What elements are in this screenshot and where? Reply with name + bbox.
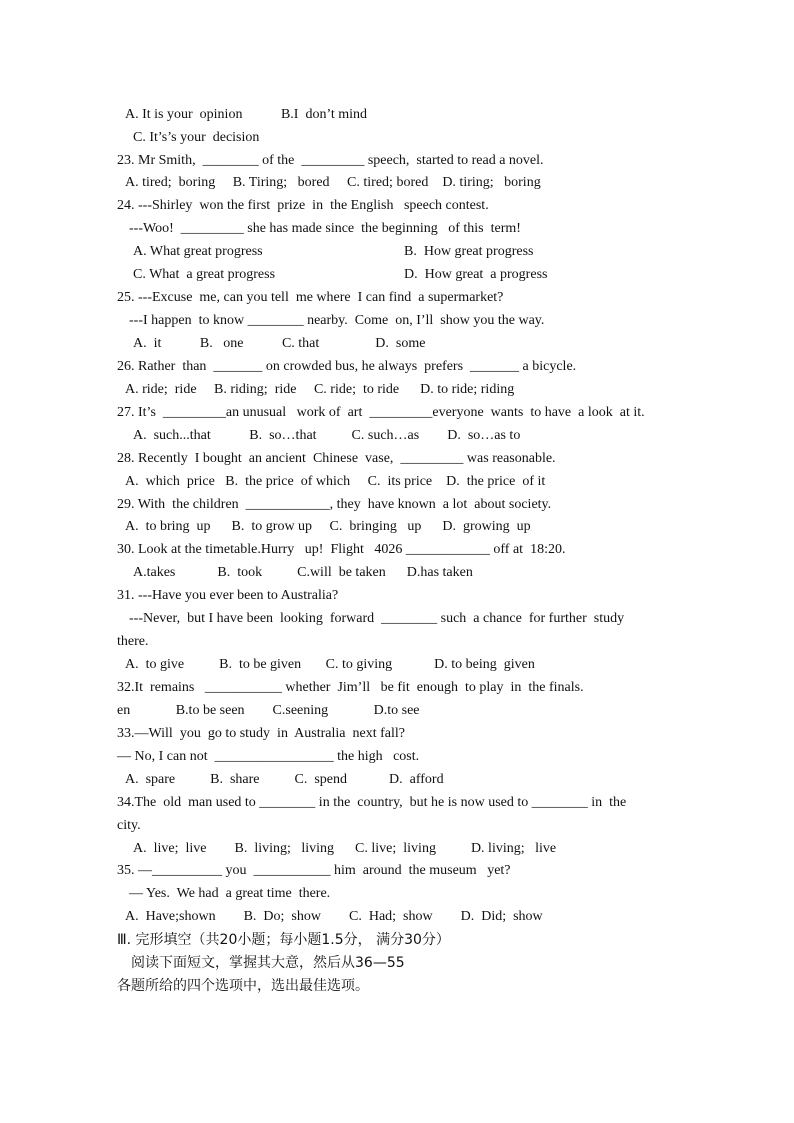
q25-options: A. it B. one C. that D. some <box>133 336 426 351</box>
q24-stem: 24. ---Shirley won the first prize in the English speech contest. <box>117 198 489 213</box>
section-3-instructions-2: 各题所给的四个选项中，选出最佳选项。 <box>117 978 369 994</box>
q34-options: A. live; live B. living; living C. live; living D. living; live <box>133 841 557 856</box>
q26-stem: 26. Rather than _______ on crowded bus, he always prefers _______ a bicycle. <box>117 359 577 374</box>
q24-option-c: C. What a great progress <box>133 267 276 282</box>
q31-dialog: ---Never, but I have been looking forward ________ such a chance for further study <box>129 611 625 626</box>
q35-options: A. Have;shown B. Do; show C. Had; show D. Did; show <box>125 909 543 924</box>
q33-stem: 33.—Will you go to study in Australia next fall? <box>117 726 405 741</box>
q24-option-d: D. How great a progress <box>404 267 548 282</box>
q26-options: A. ride; ride B. riding; ride C. ride; to ride D. to ride; riding <box>125 382 515 397</box>
q33-dialog: — No, I can not _________________ the high cost. <box>117 749 420 764</box>
q31-dialog-cont: there. <box>117 634 149 649</box>
q33-options: A. spare B. share C. spend D. afford <box>125 772 444 787</box>
section-3-instructions-1: 阅读下面短文，掌握其大意，然后从36—55 <box>131 955 405 971</box>
q34-stem: 34.The old man used to ________ in the country, but he is now used to ________ in the <box>117 795 627 810</box>
q27-stem: 27. It’s _________an unusual work of art _________everyone wants to have a look at it. <box>117 405 645 420</box>
q25-dialog: ---I happen to know ________ nearby. Come on, I’ll show you the way. <box>129 313 545 328</box>
q25-stem: 25. ---Excuse me, can you tell me where I can find a supermarket? <box>117 290 504 305</box>
q30-options: A.takes B. took C.will be taken D.has taken <box>133 565 473 580</box>
q35-dialog: — Yes. We had a great time there. <box>129 886 331 901</box>
q30-stem: 30. Look at the timetable.Hurry up! Flight 4026 ____________ off at 18:20. <box>117 542 566 557</box>
q23-stem: 23. Mr Smith, ________ of the _________ speech, started to read a novel. <box>117 153 544 168</box>
q31-options: A. to give B. to be given C. to giving D. to being given <box>125 657 535 672</box>
q34-stem-cont: city. <box>117 818 141 833</box>
q31-stem: 31. ---Have you ever been to Australia? <box>117 588 339 603</box>
q35-stem: 35. —__________ you ___________ him around the museum yet? <box>117 863 511 878</box>
section-3-heading: Ⅲ. 完形填空（共20小题；每小题1.5分， 满分30分） <box>117 932 450 948</box>
q32-options: en B.to be seen C.seening D.to see <box>117 703 420 718</box>
q22-options-line-2: C. It’s’s your decision <box>133 130 260 145</box>
q24-option-b: B. How great progress <box>404 244 534 259</box>
q28-stem: 28. Recently I bought an ancient Chinese vase, _________ was reasonable. <box>117 451 556 466</box>
q24-dialog: ---Woo! _________ she has made since the beginning of this term! <box>129 221 521 236</box>
q24-option-a: A. What great progress <box>133 244 263 259</box>
q29-options: A. to bring up B. to grow up C. bringing up D. growing up <box>125 519 531 534</box>
q28-options: A. which price B. the price of which C. its price D. the price of it <box>125 474 546 489</box>
q32-stem: 32.It remains ___________ whether Jim’ll be fit enough to play in the finals. <box>117 680 584 695</box>
q22-options-line-1: A. It is your opinion B.I don’t mind <box>125 107 368 122</box>
q23-options: A. tired; boring B. Tiring; bored C. tired; bored D. tiring; boring <box>125 175 541 190</box>
q27-options: A. such...that B. so…that C. such…as D. so…as to <box>133 428 521 443</box>
q29-stem: 29. With the children ____________, they have known a lot about society. <box>117 497 552 512</box>
